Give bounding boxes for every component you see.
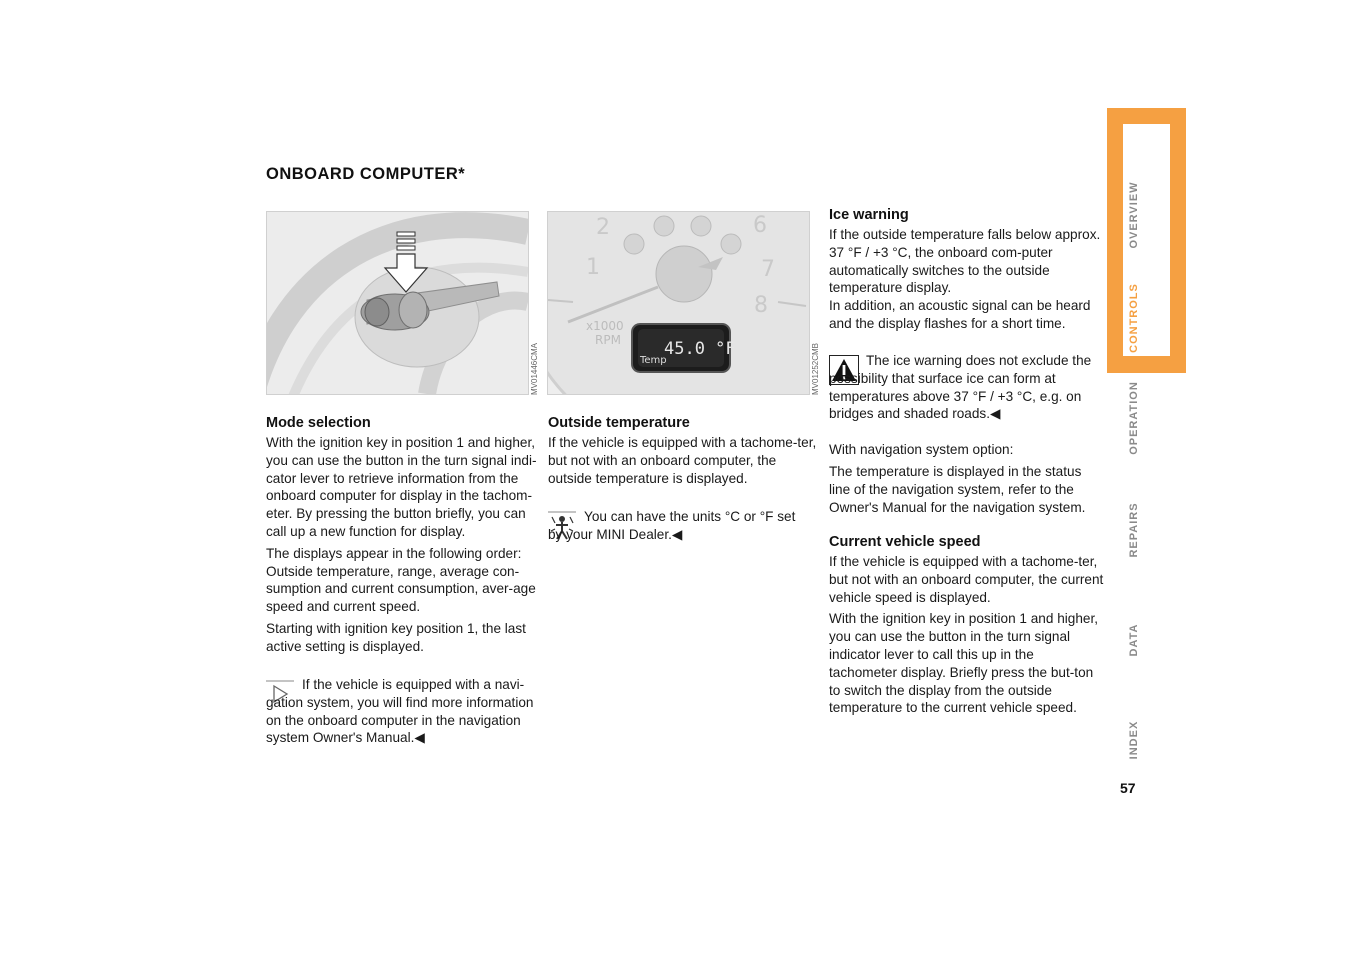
tachometer-drawing	[548, 212, 809, 394]
paragraph: With the ignition key in position 1 and higher, you can use the button in the turn signal indicator lever to call this up in the tachometer display. Briefly press the but-ton to switch the display from the outside temperature to the current vehicle speed.	[829, 611, 1099, 716]
paragraph: If the vehicle is equipped with a tachome-ter, but not with an onboard computer, the current vehicle speed is displayed.	[829, 554, 1104, 605]
svg-text:1: 1	[586, 255, 600, 280]
lever-illustration	[266, 211, 529, 395]
figure-code-right: MV01252CMB	[811, 342, 820, 395]
nav-option-label: With navigation system option:	[829, 442, 1014, 457]
paragraph: With the ignition key in position 1 and higher, you can use the button in the turn signal indi-cator lever to retrieve information from the onboard computer for display in the tachom-eter. By pressing the button briefly, you can call up a new function for display.	[266, 435, 537, 539]
column-mode-selection	[266, 415, 538, 656]
tab-repairs[interactable]: REPAIRS	[1128, 502, 1140, 558]
tab-data[interactable]: DATA	[1128, 623, 1140, 657]
svg-text:2: 2	[596, 215, 610, 240]
heading-mode-selection: Mode selection	[266, 415, 371, 431]
svg-text:7: 7	[761, 257, 775, 282]
dial-unit-bottom: RPM	[595, 333, 621, 347]
column-vehicle-speed	[829, 534, 1104, 717]
nav-paragraph: The temperature is displayed in the status line of the navigation system, refer to the Owner's Manual for the navigation system.	[829, 464, 1086, 515]
warning-ice: The ice warning does not exclude the possibility that surface ice can form at temperatures above 37 °F / +3 °C, e.g. on bridges and shaded roads.◀	[829, 353, 1092, 422]
display-label: Temp	[640, 355, 667, 366]
tab-index[interactable]: INDEX	[1128, 720, 1140, 760]
note-units: You can have the units °C or °F set by your MINI Dealer.◀	[548, 509, 796, 542]
tab-overview[interactable]: OVERVIEW	[1128, 181, 1140, 249]
paragraph: If the outside temperature falls below approx. 37 °F / +3 °C, the onboard com-puter automatically switches to the outside temperature display.	[829, 227, 1101, 296]
paragraph: In addition, an acoustic signal can be heard and the display flashes for a short time.	[829, 298, 1091, 331]
heading-current-vehicle-speed: Current vehicle speed	[829, 534, 981, 550]
tab-operation[interactable]: OPERATION	[1128, 381, 1140, 455]
page-title: ONBOARD COMPUTER*	[266, 165, 466, 183]
lever-drawing	[267, 212, 528, 394]
heading-ice-warning: Ice warning	[829, 207, 909, 223]
tab-controls[interactable]: CONTROLS	[1128, 283, 1140, 353]
page-number: 57	[1120, 780, 1136, 796]
figure-code-left: MV01446CMA	[530, 342, 539, 395]
column-ice-warning	[829, 207, 1104, 333]
paragraph: If the vehicle is equipped with a tachome-ter, but not with an onboard computer, the outside temperature is displayed.	[548, 435, 817, 486]
dial-unit-top: x1000	[586, 319, 624, 333]
display-value: 45.0 °F	[664, 339, 736, 359]
tachometer-illustration	[547, 211, 810, 395]
svg-text:8: 8	[754, 293, 768, 318]
paragraph: The displays appear in the following order: Outside temperature, range, average con-sumption and current consumption, aver-age speed and current speed.	[266, 545, 536, 615]
paragraph: Starting with ignition key position 1, the last active setting is displayed.	[266, 620, 526, 654]
note-navigation: If the vehicle is equipped with a navi-gation system, you will find more information on the onboard computer in the navigation system Owner's Manual.◀	[266, 677, 534, 746]
heading-outside-temperature: Outside temperature	[548, 415, 690, 431]
svg-text:6: 6	[753, 213, 767, 238]
column-outside-temperature	[548, 415, 820, 487]
